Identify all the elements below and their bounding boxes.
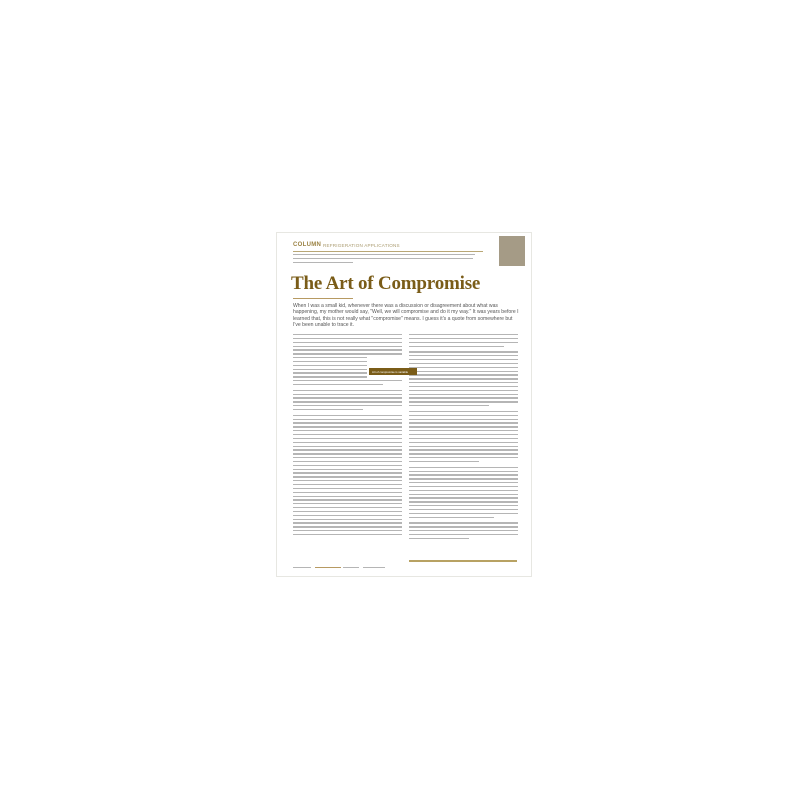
byline [293, 298, 353, 302]
magazine-page [276, 232, 532, 577]
article-title: The Art of Compromise [291, 273, 481, 294]
body-column-left [293, 334, 402, 538]
author-photo [499, 236, 525, 266]
article-intro: When I was a small kid, whenever there was a discussion or disagreement about what was happening, my mother would say, "Well, we will compromise and do it my way." It was years before I learned that, this is not really what "compromise" means. I guess it's a quote from somewhere but I've been unable to trace it. [293, 303, 519, 329]
body-column-right [409, 334, 518, 542]
pull-quote-box [369, 368, 417, 375]
page-footer [293, 566, 519, 571]
column-label: COLUMN [293, 242, 322, 248]
author-bio-note [409, 560, 517, 562]
column-subtitle: REFRIGERATION APPLICATIONS [323, 242, 400, 248]
pull-quote-text: Art of compromise is variable [372, 369, 409, 374]
copyright-notice [293, 254, 477, 266]
column-header [293, 242, 483, 252]
